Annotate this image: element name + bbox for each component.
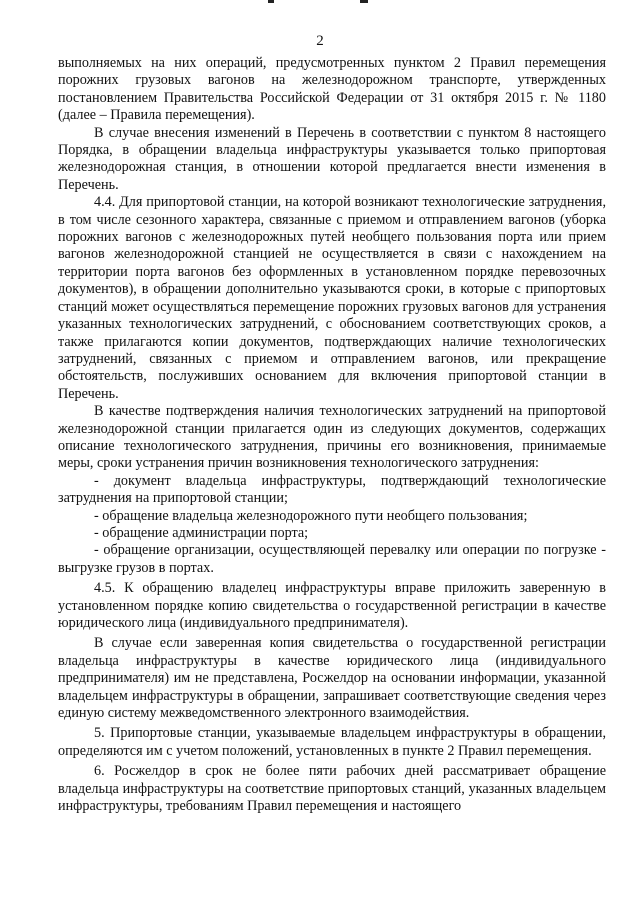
paragraph: 5. Припортовые станции, указываемые владельцем инфраструктуры в обращении, определяются им с учетом положений, установленных в пункте 2 Правил перемещения. [58,725,606,759]
paragraph: 6. Росжелдор в срок не более пяти рабочих дней рассматривает обращение владельца инфраструктуры на соответствие припортовых станций, указанных владельцем инфраструктуры, требованиям Правил перемещения и настоящего [58,763,606,815]
paragraph: В случае если заверенная копия свидетельства о государственной регистрации владельца инфраструктуры в качестве юридического лица (индивидуального предпринимателя) им не представлена, Росжелдор на основании информации, указанной владельцем инфраструктуры в обращении, запрашивает соответствующие сведения через единую систему межведомственного электронного взаимодействия. [58,635,606,722]
paragraph: В случае внесения изменений в Перечень в соответствии с пунктом 8 настоящего Порядка, в обращении владельца инфраструктуры указывается только припортовая железнодорожная станция, в отношении которой предлагается внести изменения в Перечень. [58,124,606,193]
list-item: - обращение организации, осуществляющей перевалку или операции по погрузке - выгрузке грузов в портах. [58,542,606,576]
paragraph: 4.5. К обращению владелец инфраструктуры вправе приложить заверенную в установленном порядке копию свидетельства о государственной регистрации в качестве юридического лица (индивидуального предпринимателя). [58,580,606,631]
scan-mark [360,0,368,3]
list-item: - обращение администрации порта; [94,524,309,541]
paragraph: выполняемых на них операций, предусмотренных пунктом 2 Правил перемещения порожних грузовых вагонов на железнодорожном транспорте, утвержденных постановлением Правительства Российской Федерации от 31 октября 2015 г. № 1180 (далее – Правила перемещения). [58,55,606,124]
list-item: - документ владельца инфраструктуры, подтверждающий технологические затруднения на припортовой станции; [58,472,606,507]
page-number: 2 [316,33,324,49]
document-body [58,55,606,815]
paragraph: 4.4. Для припортовой станции, на которой возникают технологические затруднения, в том числе сезонного характера, связанные с приемом и отправлением вагонов (уборка порожних вагонов с железнодорожных путей необщего пользования порта или прием вагонов железнодорожной станцией не осуществляется в связи с нахождением на территории порта вагонов без оформленных в установленном порядке перевозочных документов), в обращении дополнительно указываются сроки, в которые с припортовых станций может осуществляться перемещение порожних грузовых вагонов для устранения указанных технологических затруднений, с обоснованием соответствующих сроков, а также прилагаются копии документов, подтверждающих наличие технологических затруднений, связанных с приемом и отправлением вагонов, или прекращение обстоятельств, послуживших основанием для включения припортовой станции в Перечень. [58,194,606,402]
list-item: - обращение владельца железнодорожного пути необщего пользования; [94,507,528,524]
paragraph: В качестве подтверждения наличия технологических затруднений на припортовой железнодорожной станции прилагается один из следующих документов, содержащих описание технологического затруднения, причины его возникновения, принимаемые меры, сроки устранения причин возникновения технологического затруднения: [58,403,606,472]
scan-mark [268,0,274,3]
